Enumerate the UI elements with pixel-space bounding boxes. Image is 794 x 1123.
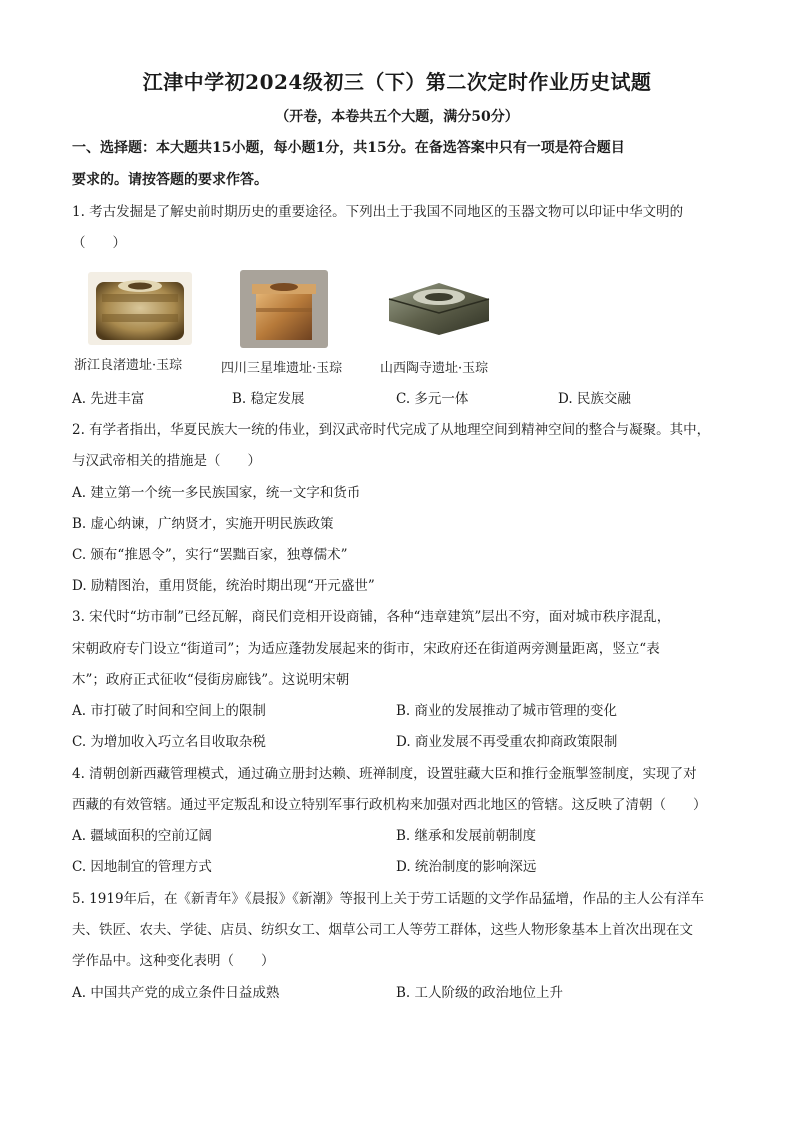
q3-stem-line-3: 木”；政府正式征收“侵街房廊钱”。这说明宋朝 <box>72 672 350 688</box>
q2-stem-line-1: 2. 有学者指出，华夏民族大一统的伟业，到汉武帝时代完成了从地理空间到精神空间的整合与凝聚。其中， <box>72 422 711 438</box>
section-heading-line-1: 一、选择题：本大题共15小题，每小题1分，共15分。在备选答案中只有一项是符合题目 <box>72 140 625 156</box>
image-caption-taosi: 山西陶寺遗址·玉琮 <box>380 361 489 376</box>
q4-option-a[interactable]: A. 疆域面积的空前辽阔 <box>72 828 212 844</box>
image-caption-liangzhu: 浙江良渚遗址·玉琮 <box>74 358 183 373</box>
q5-stem-line-2: 夫、铁匠、农夫、学徒、店员、纺织女工、烟草公司工人等劳工群体，这些人物形象基本上首次出现在文 <box>72 922 693 938</box>
q3-stem-line-1: 3. 宋代时“坊市制”已经瓦解，商民们竞相开设商铺，各种“违章建筑”层出不穷，面对城市秩序混乱， <box>72 609 671 625</box>
jade-cong-liangzhu-image <box>88 272 192 345</box>
q3-option-c[interactable]: C. 为增加收入巧立名目收取杂税 <box>72 734 266 750</box>
q3-option-d[interactable]: D. 商业发展不再受重农抑商政策限制 <box>396 734 618 750</box>
q4-option-d[interactable]: D. 统治制度的影响深远 <box>396 859 537 875</box>
q2-option-c[interactable]: C. 颁布“推恩令”，实行“罢黜百家，独尊儒术” <box>72 547 348 563</box>
q5-option-b[interactable]: B. 工人阶级的政治地位上升 <box>396 985 564 1001</box>
q1-option-c[interactable]: C. 多元一体 <box>396 391 469 407</box>
q3-option-b[interactable]: B. 商业的发展推动了城市管理的变化 <box>396 703 618 719</box>
page-subtitle: （开卷，本卷共五个大题，满分50分） <box>275 109 519 125</box>
q1-stem-line-1: 1. 考古发掘是了解史前时期历史的重要途径。下列出土于我国不同地区的玉器文物可以印证中华文明的 <box>72 204 684 220</box>
q4-stem-line-2: 西藏的有效管辖。通过平定叛乱和设立特别军事行政机构来加强对西北地区的管辖。这反映了清朝（ ） <box>72 797 707 813</box>
q1-option-b[interactable]: B. 稳定发展 <box>232 391 305 407</box>
q5-option-a[interactable]: A. 中国共产党的成立条件日益成熟 <box>72 985 280 1001</box>
q1-stem-line-2: （ ） <box>72 235 126 251</box>
page-title: 江津中学初2024级初三（下）第二次定时作业历史试题 <box>142 70 652 94</box>
q2-stem-line-2: 与汉武帝相关的措施是（ ） <box>72 453 261 469</box>
q1-option-a[interactable]: A. 先进丰富 <box>72 391 145 407</box>
q4-option-c[interactable]: C. 因地制宜的管理方式 <box>72 859 212 875</box>
q2-option-d[interactable]: D. 励精图治，重用贤能，统治时期出现“开元盛世” <box>72 578 375 594</box>
section-heading-line-2: 要求的。请按答题的要求作答。 <box>72 172 268 188</box>
q2-option-b[interactable]: B. 虚心纳谏，广纳贤才，实施开明民族政策 <box>72 516 334 532</box>
q3-stem-line-2: 宋朝政府专门设立“街道司”；为适应蓬勃发展起来的街市，宋政府还在街道两旁测量距离，竖立“表 <box>72 641 660 657</box>
jade-cong-taosi-image <box>383 277 495 340</box>
jade-cong-sanxingdui-image <box>240 270 328 348</box>
q5-stem-line-3: 学作品中。这种变化表明（ ） <box>72 953 275 969</box>
q5-stem-line-1: 5. 1919年后，在《新青年》《晨报》《新潮》等报刊上关于劳工话题的文学作品猛增，作品的主人公有洋车 <box>72 891 705 907</box>
q4-stem-line-1: 4. 清朝创新西藏管理模式，通过确立册封达赖、班禅制度，设置驻藏大臣和推行金瓶掣签制度，实现了对 <box>72 766 697 782</box>
q1-option-d[interactable]: D. 民族交融 <box>558 391 631 407</box>
q3-option-a[interactable]: A. 市打破了时间和空间上的限制 <box>72 703 266 719</box>
q4-option-b[interactable]: B. 继承和发展前朝制度 <box>396 828 537 844</box>
image-caption-sanxingdui: 四川三星堆遗址·玉琮 <box>221 361 343 376</box>
q2-option-a[interactable]: A. 建立第一个统一多民族国家，统一文字和货币 <box>72 485 361 501</box>
